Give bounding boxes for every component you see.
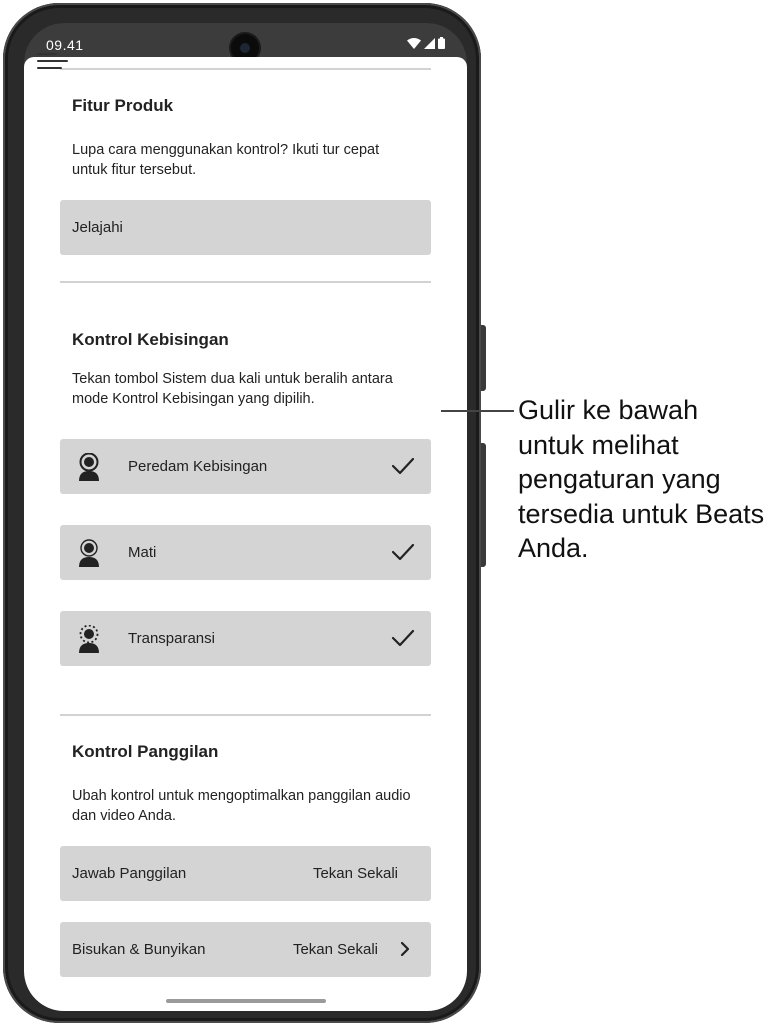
jelajahi-button[interactable]	[60, 200, 431, 255]
transparency-icon	[76, 625, 102, 653]
checkmark-icon	[391, 542, 415, 562]
checkmark-icon	[391, 628, 415, 648]
row-label: Bisukan & Bunyikan	[72, 941, 206, 958]
phone-frame	[3, 3, 481, 1023]
row-jawab-panggilan[interactable]	[60, 846, 431, 901]
divider-top	[60, 68, 431, 70]
home-indicator[interactable]	[166, 999, 326, 1003]
divider-2	[60, 714, 431, 716]
row-bisukan-bunyikan[interactable]	[60, 922, 431, 977]
section-title-fitur-produk: Fitur Produk	[72, 96, 174, 115]
mode-row-peredam-kebisingan[interactable]	[60, 439, 431, 494]
mode-label: Transparansi	[128, 630, 215, 647]
side-button-lower	[481, 443, 486, 567]
status-time: 09.41	[46, 37, 84, 53]
noise-cancelling-icon	[76, 453, 102, 481]
off-mode-icon	[76, 539, 102, 567]
jelajahi-label: Jelajahi	[72, 219, 123, 236]
phone-screen	[24, 23, 467, 1011]
callout-text: Gulir ke bawah untuk melihat pengaturan yang tersedia untuk Beats Anda.	[518, 395, 765, 563]
chevron-right-icon	[399, 941, 411, 957]
mode-label: Peredam Kebisingan	[128, 458, 268, 475]
section-title-kontrol-kebisingan: Kontrol Kebisingan	[72, 330, 229, 349]
status-icons	[407, 37, 445, 49]
row-value: Tekan Sekali	[292, 941, 378, 958]
row-label: Jawab Panggilan	[72, 865, 187, 882]
row-value: Tekan Sekali	[312, 865, 398, 882]
fitur-produk-description: Lupa cara menggunakan kontrol? Ikuti tur cepat untuk fitur tersebut.	[72, 142, 380, 178]
kontrol-panggilan-description: Ubah kontrol untuk mengoptimalkan panggilan audio dan video Anda.	[72, 788, 411, 824]
side-button-upper	[481, 325, 486, 391]
cellular-signal-icon	[424, 38, 435, 49]
mode-label: Mati	[128, 544, 157, 561]
divider-1	[60, 281, 431, 283]
kontrol-kebisingan-description: Tekan tombol Sistem dua kali untuk beralih antara mode Kontrol Kebisingan yang dipilih.	[72, 371, 393, 407]
battery-icon	[438, 37, 445, 49]
menu-icon[interactable]	[37, 49, 69, 73]
checkmark-icon	[391, 456, 415, 476]
mode-row-mati[interactable]	[60, 525, 431, 580]
callout-line	[441, 410, 514, 412]
mode-row-transparansi[interactable]	[60, 611, 431, 666]
wifi-icon	[407, 38, 421, 49]
app-content	[24, 57, 467, 1011]
section-title-kontrol-panggilan: Kontrol Panggilan	[72, 742, 219, 761]
